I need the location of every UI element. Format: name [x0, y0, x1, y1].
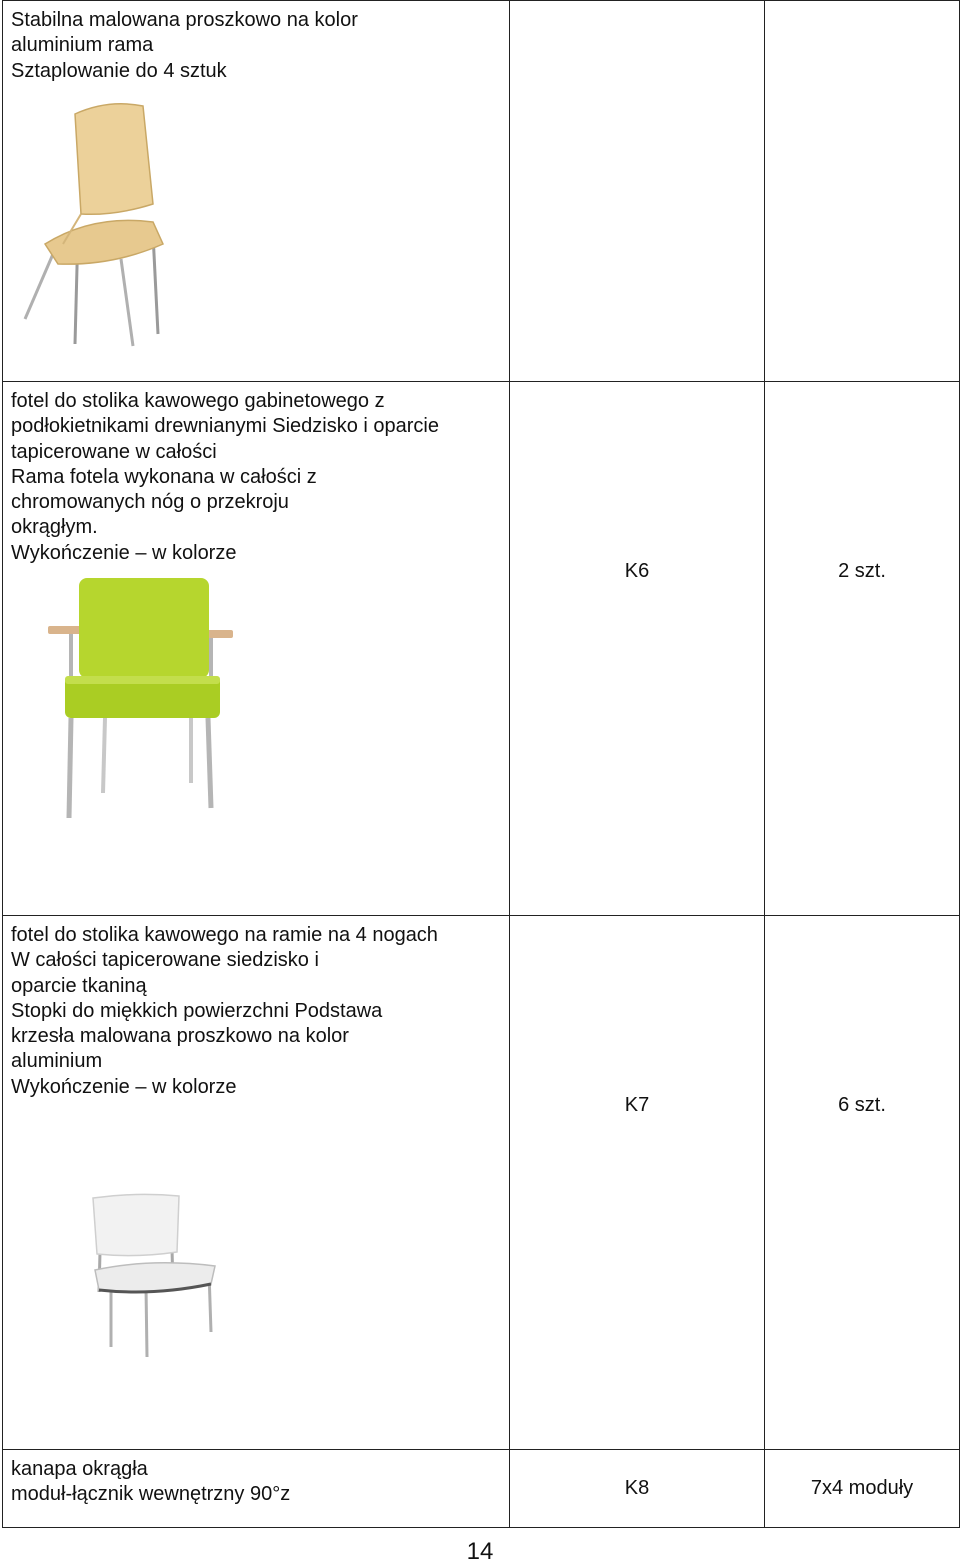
- code-cell: [510, 1, 765, 382]
- description-line: oparcie tkaniną: [11, 974, 147, 997]
- page-number: 14: [466, 1538, 494, 1565]
- product-code: K7: [624, 1094, 650, 1116]
- product-code: K6: [624, 560, 650, 582]
- product-table: [2, 0, 960, 1528]
- description-line: krzesła malowana proszkowo na kolor: [11, 1025, 349, 1048]
- description-cell: [3, 382, 510, 916]
- description-line: Sztaplowanie do 4 sztuk: [11, 59, 227, 82]
- description-line: Wykończenie – w kolorze: [11, 541, 237, 564]
- code-cell: [510, 382, 765, 916]
- quantity: 2 szt.: [838, 560, 886, 582]
- quantity-cell: [765, 382, 960, 916]
- quantity: 7x4 moduły: [810, 1477, 914, 1499]
- white-chair-image: [81, 1192, 231, 1362]
- description-line: moduł-łącznik wewnętrzny 90°z: [11, 1483, 291, 1506]
- quantity-cell: [765, 1, 960, 382]
- green-armchair-image: [43, 578, 283, 828]
- quantity-cell: [765, 916, 960, 1450]
- description-line: aluminium: [11, 1050, 103, 1073]
- description-line: podłokietnikami drewnianymi Siedzisko i oparcie: [11, 415, 439, 438]
- description-line: W całości tapicerowane siedzisko i: [11, 949, 319, 972]
- description-line: Wykończenie – w kolorze: [11, 1075, 237, 1098]
- product-code: K8: [624, 1477, 650, 1499]
- quantity: 6 szt.: [838, 1094, 886, 1116]
- description-line: fotel do stolika kawowego gabinetowego z: [11, 390, 385, 412]
- description-line: kanapa okrągła: [11, 1458, 148, 1480]
- description-line: okrągłym.: [11, 516, 98, 539]
- table-row: [3, 1, 960, 382]
- description-line: Stabilna malowana proszkowo na kolor: [11, 9, 358, 31]
- wooden-chair-image: [3, 94, 203, 364]
- table-row: [3, 382, 960, 916]
- description-line: chromowanych nóg o przekroju: [11, 491, 289, 514]
- description-cell: [3, 1450, 510, 1528]
- description-line: fotel do stolika kawowego na ramie na 4 nogach: [11, 924, 438, 946]
- description-cell: [3, 1, 510, 382]
- description-line: aluminium rama: [11, 34, 154, 57]
- code-cell: [510, 916, 765, 1450]
- table-row: [3, 1450, 960, 1528]
- description-cell: [3, 916, 510, 1450]
- description-line: Stopki do miękkich powierzchni Podstawa: [11, 999, 383, 1022]
- quantity-cell: [765, 1450, 960, 1528]
- description-line: tapicerowane w całości: [11, 440, 217, 463]
- table-row: [3, 916, 960, 1450]
- description-line: Rama fotela wykonana w całości z: [11, 465, 317, 488]
- code-cell: [510, 1450, 765, 1528]
